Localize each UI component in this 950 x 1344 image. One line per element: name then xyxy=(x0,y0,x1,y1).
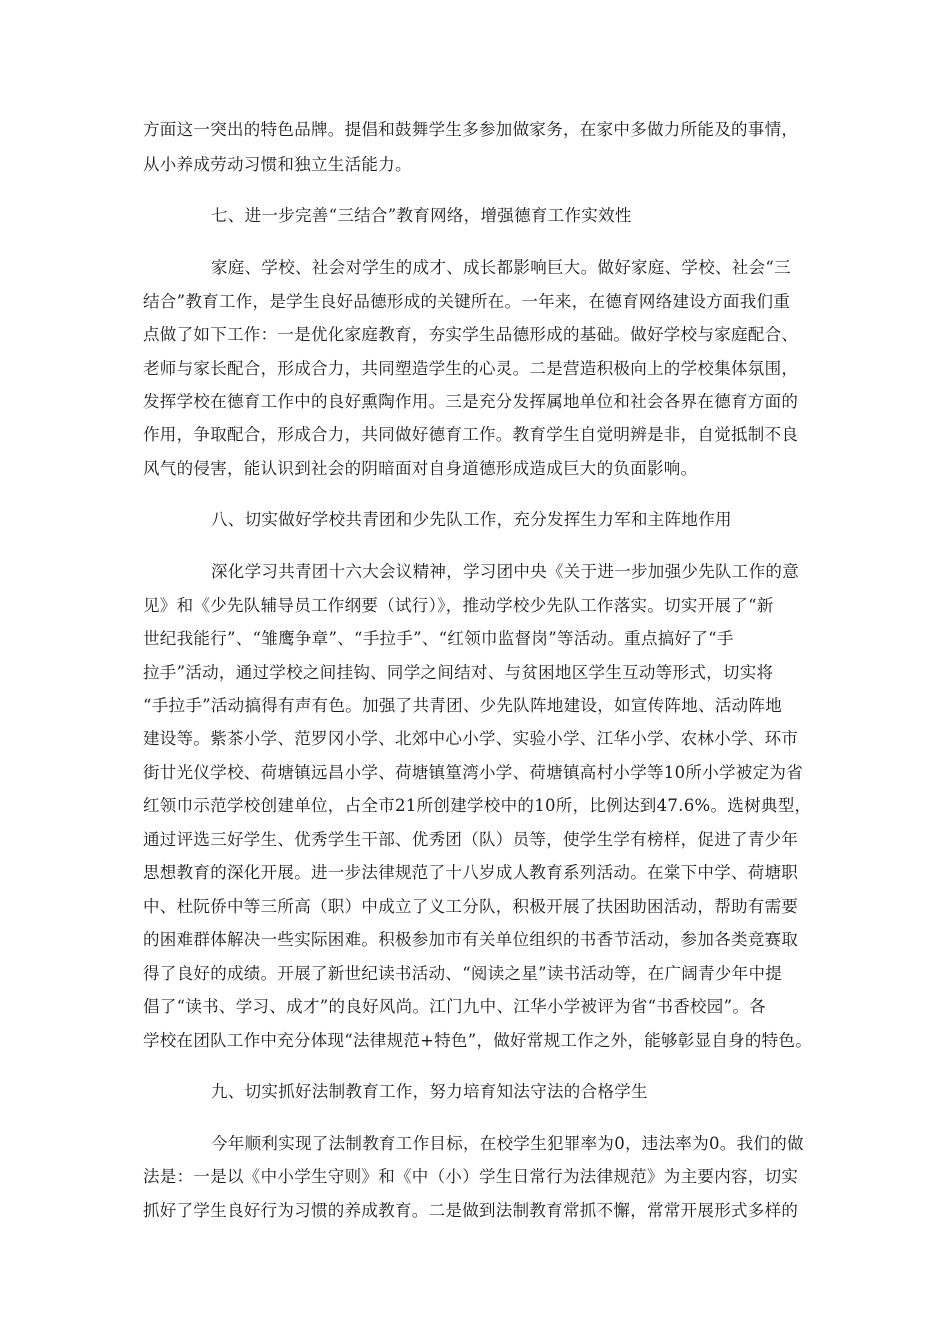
text-line: 街廿光仪学校、荷塘镇远昌小学、荷塘镇篁湾小学、荷塘镇高村小学等10所小学被定为省 xyxy=(143,763,803,782)
text-line: 世纪我能行”、“雏鹰争章”、“手拉手”、“红领巾监督岗”等活动。重点搞好了“手 xyxy=(143,629,734,648)
text-line: 作用，争取配合，形成合力，共同做好德育工作。教育学生自觉明辨是非，自觉抵制不良 xyxy=(143,425,799,444)
text-line: 风气的侵害，能认识到社会的阴暗面对自身道德形成造成巨大的负面影响。 xyxy=(143,459,698,478)
text-line: 家庭、学校、社会对学生的成才、成长都影响巨大。做好家庭、学校、社会“三 xyxy=(211,258,791,277)
text-line: 从小养成劳动习惯和独立生活能力。 xyxy=(143,155,412,174)
section-heading-8: 八、切实做好学校共青团和少先队工作，充分发挥生力军和主阵地作用 xyxy=(211,510,732,529)
text-line: 今年顺利实现了法制教育工作目标，在校学生犯罪率为0，违法率为0。我们的做 xyxy=(211,1134,804,1153)
text-line: 见》和《少先队辅导员工作纲要（试行）》，推动学校少先队工作落实。切实开展了“新 xyxy=(143,596,774,615)
text-line: “手拉手”活动搞得有声有色。加强了共青团、少先队阵地建设，如宣传阵地、活动阵地 xyxy=(143,696,783,715)
text-line: 点做了如下工作：一是优化家庭教育，夯实学生品德形成的基础。做好学校与家庭配合、 xyxy=(143,325,799,344)
text-line: 得了良好的成绩。开展了新世纪读书活动、“阅读之星”读书活动等，在广阔青少年中提 xyxy=(143,964,783,983)
text-line: 深化学习共青团十六大会议精神，学习团中央《关于进一步加强少先队工作的意 xyxy=(211,562,799,581)
text-line: 拉手”活动，通过学校之间挂钩、同学之间结对、与贫困地区学生互动等形式，切实将 xyxy=(143,663,774,682)
text-line: 倡了“读书、学习、成才”的良好风尚。江门九中、江华小学被评为省“书香校园”。各 xyxy=(143,997,766,1016)
text-line: 通过评选三好学生、优秀学生干部、优秀团（队）员等，使学生学有榜样，促进了青少年 xyxy=(143,830,799,849)
text-line: 学校在团队工作中充分体现“法律规范+特色”，做好常规工作之外，能够彰显自身的特色。 xyxy=(143,1031,812,1050)
text-line: 发挥学校在德育工作中的良好熏陶作用。三是充分发挥属地单位和社会各界在德育方面的 xyxy=(143,392,799,411)
section-heading-9: 九、切实抓好法制教育工作，努力培育知法守法的合格学生 xyxy=(211,1082,648,1101)
text-line: 红领巾示范学校创建单位，占全市21所创建学校中的10所，比例达到47.6%。选树典型， xyxy=(143,796,812,815)
text-line: 方面这一突出的特色品牌。提倡和鼓舞学生多参加做家务，在家中多做力所能及的事情， xyxy=(143,120,799,139)
text-line: 法是：一是以《中小学生守则》和《中（小）学生日常行为法律规范》为主要内容，切实 xyxy=(143,1167,799,1186)
text-line: 的困难群体解决一些实际困难。积极参加市有关单位组织的书香节活动，参加各类竞赛取 xyxy=(143,930,799,949)
text-line: 建设等。紫茶小学、范罗冈小学、北郊中心小学、实验小学、江华小学、农林小学、环市 xyxy=(143,729,799,748)
text-line: 抓好了学生良好行为习惯的养成教育。二是做到法制教育常抓不懈，常常开展形式多样的 xyxy=(143,1201,799,1220)
text-line: 思想教育的深化开展。进一步法律规范了十八岁成人教育系列活动。在棠下中学、荷塘职 xyxy=(143,863,799,882)
text-line: 老师与家长配合，形成合力，共同塑造学生的心灵。二是营造积极向上的学校集体氛围， xyxy=(143,359,799,378)
text-line: 结合”教育工作，是学生良好品德形成的关键所在。一年来，在德育网络建设方面我们重 xyxy=(143,292,791,311)
text-line: 中、杜阮侨中等三所高（职）中成立了义工分队，积极开展了扶困助困活动，帮助有需要 xyxy=(143,897,799,916)
section-heading-7: 七、进一步完善“三结合”教育网络，增强德育工作实效性 xyxy=(211,206,632,225)
